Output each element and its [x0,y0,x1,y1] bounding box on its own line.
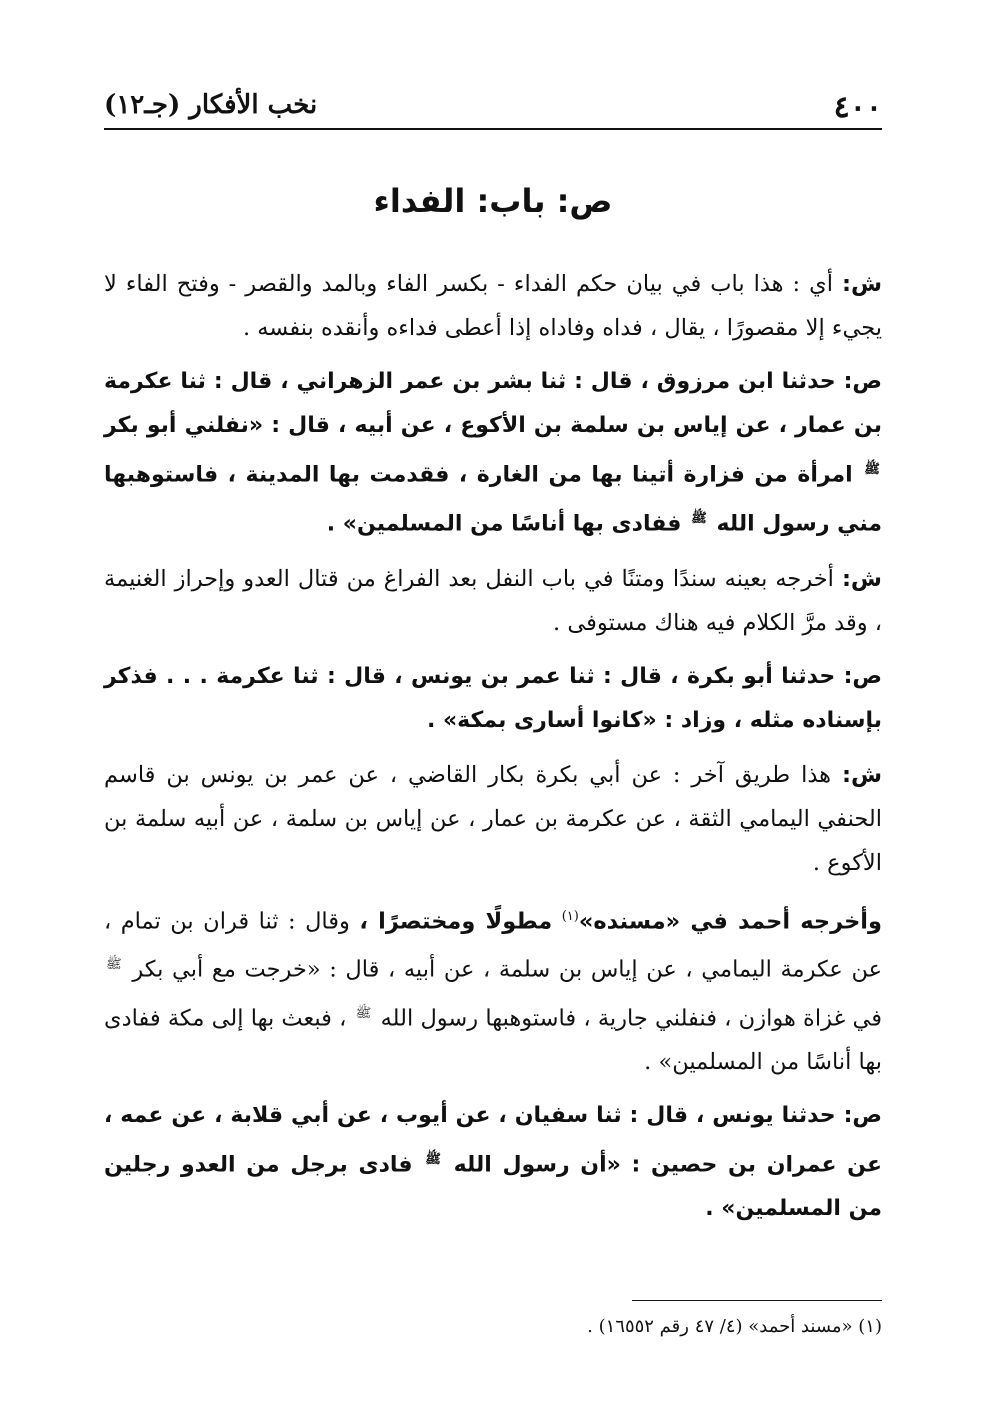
paragraph-text: حدثنا أبو بكرة ، قال : ثنا عمر بن يونس ، قال : ثنا عكرمة . . . فذكر بإسناده مثله ، وزاد : «كانوا أسارى بمكة» . [104,663,882,733]
paragraph-text: حدثنا يونس ، قال : ثنا سفيان ، عن أيوب ، عن أبي قلابة ، عن عمه ، عن عمران بن حصين : «أن رسول الله [104,1103,882,1178]
matn-marker: ص: [843,1103,882,1129]
paragraph-lead: وأخرجه أحمد في «مسنده» [578,908,882,935]
footnote-divider [632,1300,882,1301]
paragraph-sharh [104,753,882,885]
paragraph-sharh [104,557,882,645]
paragraph-text: أخرجه بعينه سندًا ومتنًا في باب النفل بعد الفراغ من قتال العدو وإحراز الغنيمة ، وقد مرَّ الكلام فيه هناك مستوفى . [104,565,882,636]
matn-marker: ص: [843,369,882,394]
document-page [104,0,882,1417]
paragraph-matn [104,1094,882,1231]
body-text [104,262,882,1241]
paragraph-matn [104,655,882,743]
chapter-title: ص: باب: الفداء [373,182,613,220]
sharh-marker: ش: [841,565,882,592]
paragraph-text: وقال : ثنا قران بن تمام ، عن عكرمة اليمامي ، عن إياس بن سلمة ، عن أبيه ، قال : «خرجت مع أبي بكر [104,908,882,983]
paragraph-sharh [104,895,882,1085]
paragraph-text: ففادى بها أناسًا من المسلمين» . [326,511,682,537]
running-title: نخب الأفكار (جـ١٢) [104,90,318,120]
paragraph-text: فادى برجل من العدو رجلين من المسلمين» . [104,1152,882,1222]
matn-marker: ص: [843,663,882,689]
honorific-glyph: ﷺ [691,511,707,527]
paragraph-text: في غزاة هوازن ، فنفلني جارية ، فاستوهبها رسول الله [380,1005,882,1032]
sharh-marker: ش: [841,271,882,297]
paragraph-sharh [104,262,882,350]
paragraph-matn [104,360,882,547]
honorific-glyph: ﷺ [106,957,122,973]
honorific-glyph: ﷺ [864,462,880,477]
paragraph-text: أي : هذا باب في بيان حكم الفداء - بكسر الفاء وبالمد والقصر - وفتح الفاء لا يجيء إلا مقصورًا ، يقال ، فداه وفاداه إذا أعطى فداءه وأنقده بنفسه . [104,271,882,341]
paragraph-text: ، فبعث بها إلى مكة ففادى بها أناسًا من المسلمين» . [104,1005,882,1076]
sharh-marker: ش: [841,761,882,788]
honorific-glyph: ﷺ [425,1152,441,1168]
paragraph-text: امرأة من فزارة أتينا بها من الغارة ، فقدمت بها المدينة ، فاستوهبها مني رسول الله [104,462,882,537]
paragraph-text: حدثنا ابن مرزوق ، قال : ثنا بشر بن عمر الزهراني ، قال : ثنا عكرمة بن عمار ، عن إياس بن سلمة بن الأكوع ، عن أبيه ، قال : «نفلني أبو بكر [104,369,882,438]
footnote-reference[interactable]: (١) [561,908,579,924]
paragraph-text: هذا طريق آخر : عن أبي بكرة بكار القاضي ، عن عمر بن يونس بن قاسم الحنفي اليمامي الثقة ، عن عكرمة بن عمار ، عن إياس بن سلمة ، عن أبيه سلمة بن الأكوع . [104,761,882,876]
footnote: (١) «مسند أحمد» (٤/ ٤٧ رقم ١٦٥٥٢) . [587,1316,882,1337]
page-header [104,88,882,130]
page-number: ٤٠٠ [833,90,882,125]
honorific-glyph: ﷺ [355,1005,372,1021]
paragraph-lead: مطولًا ومختصرًا ، [359,908,553,935]
